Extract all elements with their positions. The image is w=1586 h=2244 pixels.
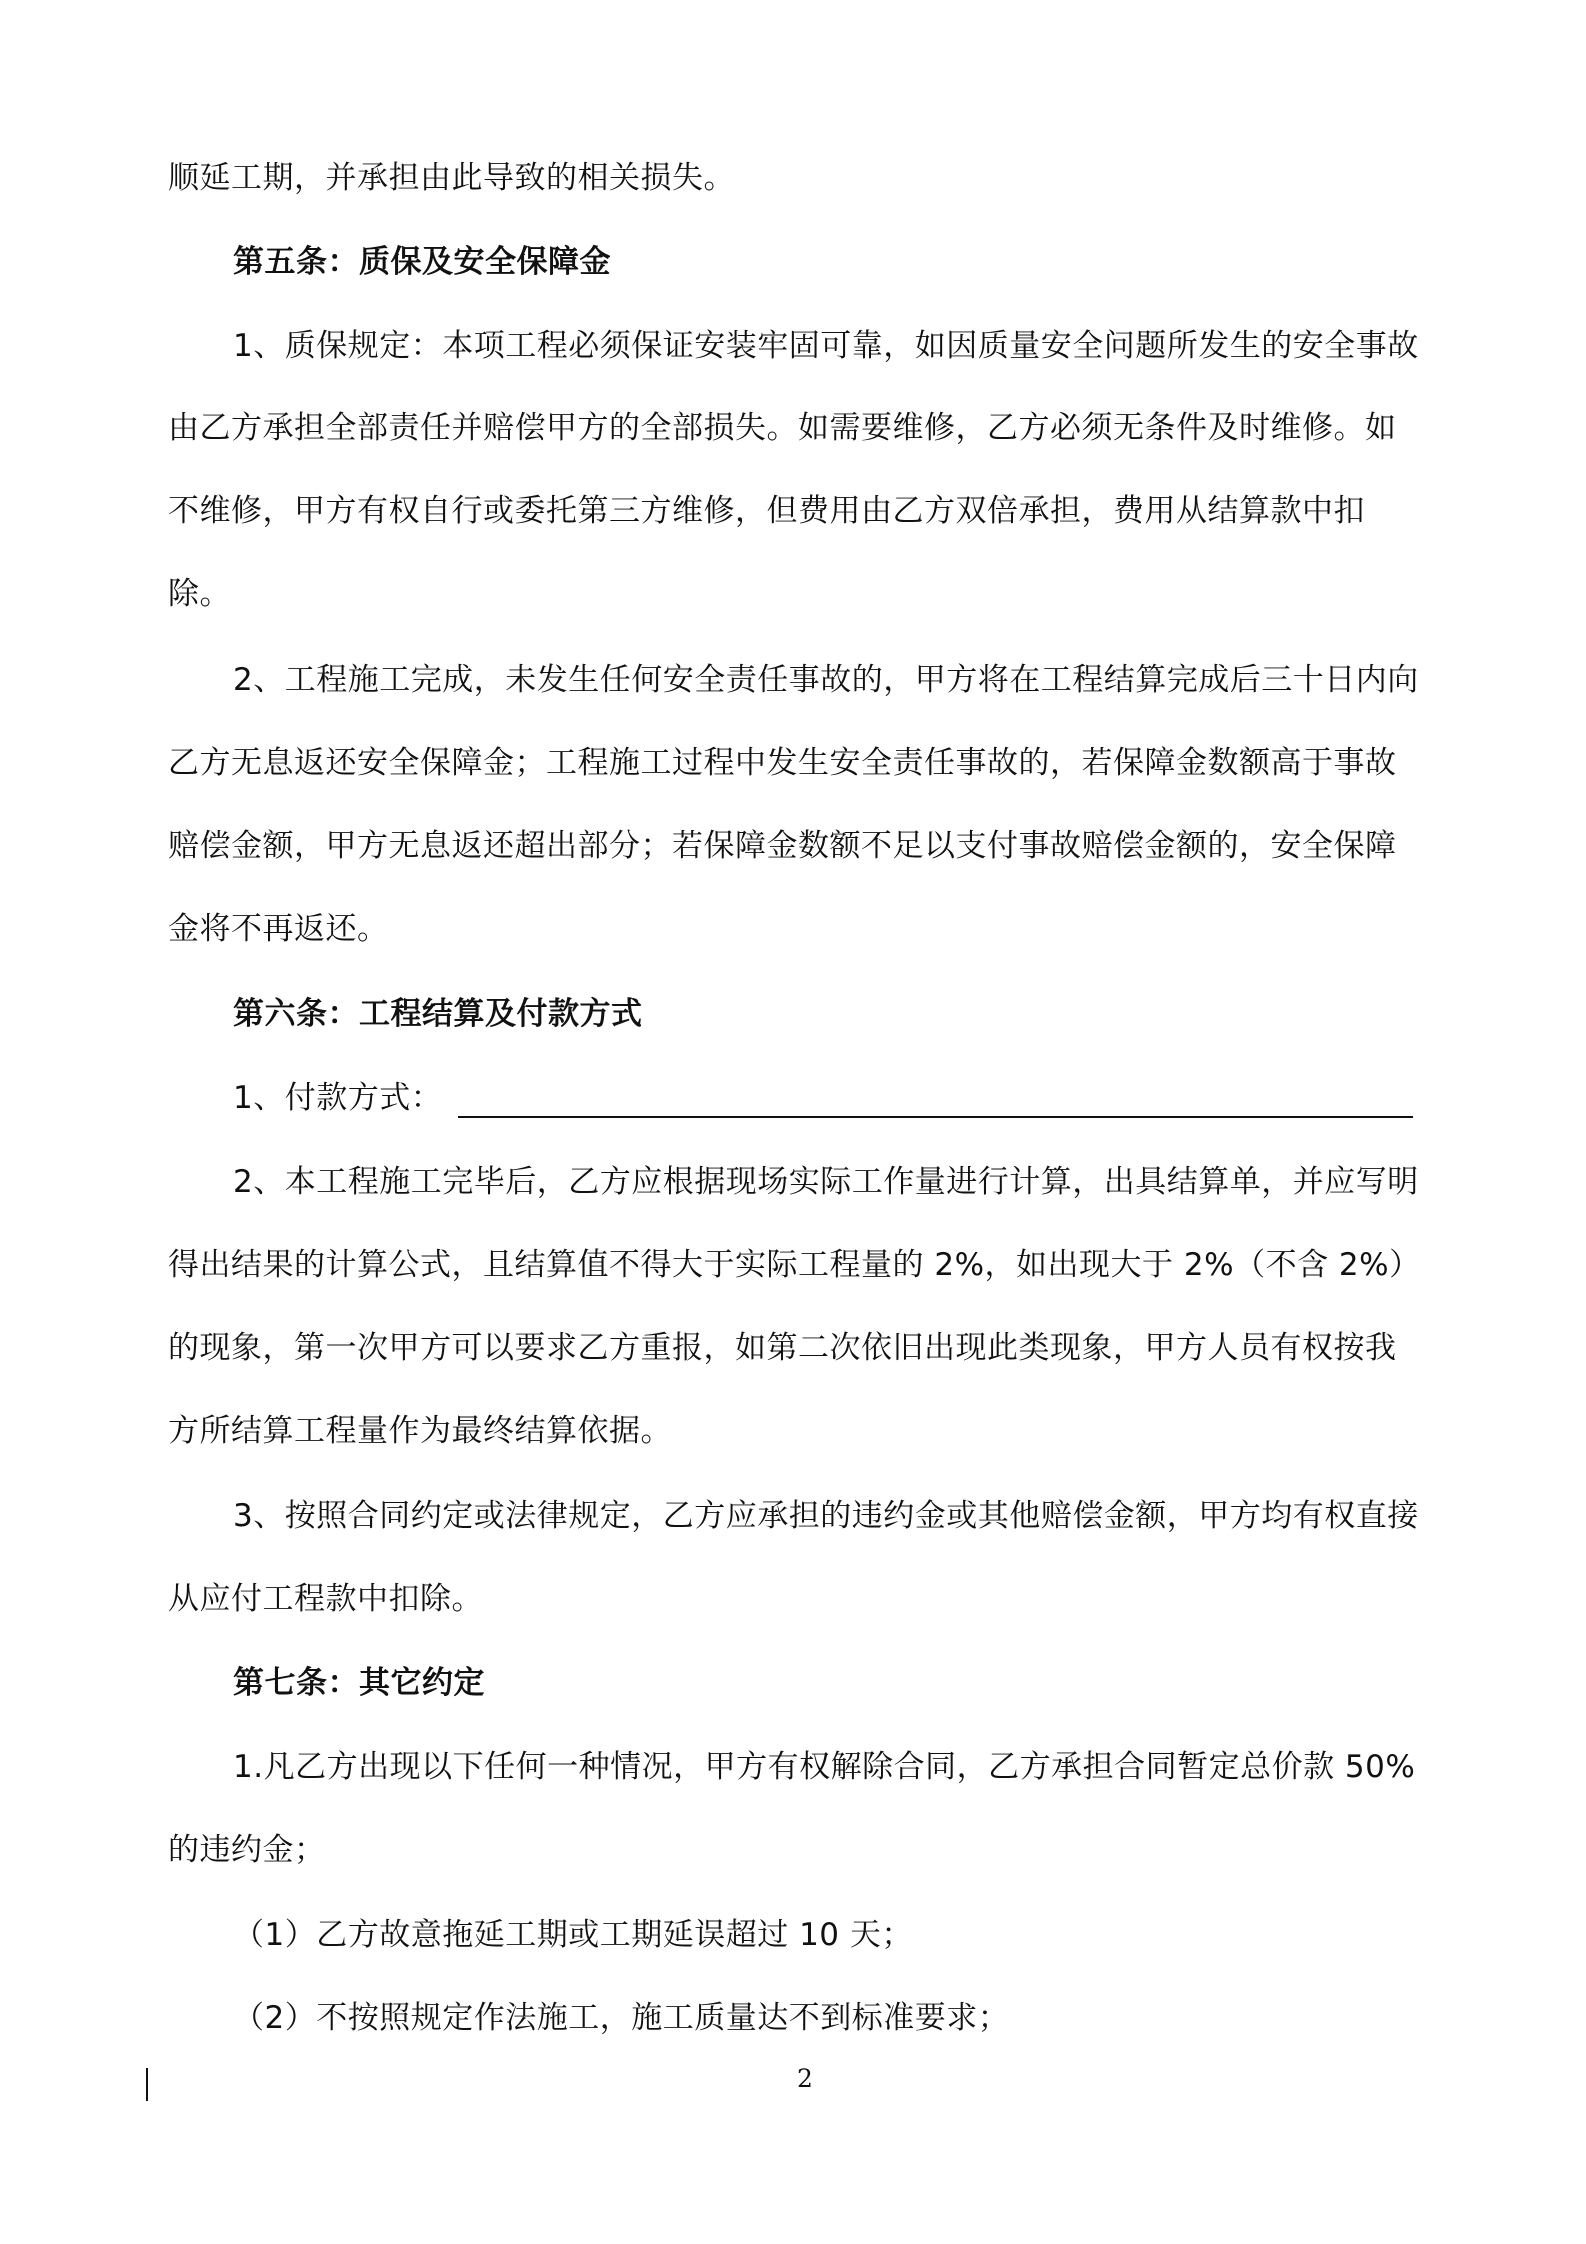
text-line: 金将不再返还。 <box>168 911 389 947</box>
text-line: 3、按照合同约定或法律规定，乙方应承担的违约金或其他赔偿金额，甲方均有权直接 <box>233 1498 1419 1534</box>
text-line: （1）乙方故意拖延工期或工期延误超过 10 天； <box>233 1917 913 1953</box>
section-heading-7: 第七条：其它约定 <box>233 1665 485 1701</box>
payment-method-line <box>233 1078 1413 1118</box>
text-line: 的现象，第一次甲方可以要求乙方重报，如第二次依旧出现此类现象，甲方人员有权按我 <box>168 1330 1397 1366</box>
text-line: 得出结果的计算公式，且结算值不得大于实际工程量的 2%，如出现大于 2%（不含 2%） <box>168 1247 1421 1283</box>
section-heading-5: 第五条：质保及安全保障金 <box>233 244 611 280</box>
text-line: 2、本工程施工完毕后，乙方应根据现场实际工作量进行计算，出具结算单，并应写明 <box>233 1164 1419 1200</box>
text-line: 除。 <box>168 576 231 612</box>
text-line: 1、质保规定：本项工程必须保证安装牢固可靠，如因质量安全问题所发生的安全事故 <box>233 328 1419 364</box>
text-line: 赔偿金额，甲方无息返还超出部分；若保障金数额不足以支付事故赔偿金额的，安全保障 <box>168 828 1397 864</box>
section-heading-6: 第六条：工程结算及付款方式 <box>233 996 643 1032</box>
text-line: 方所结算工程量作为最终结算依据。 <box>168 1413 672 1449</box>
text-line: 1.凡乙方出现以下任何一种情况，甲方有权解除合同，乙方承担合同暂定总价款 50% <box>233 1749 1416 1785</box>
text-line: （2）不按照规定作法施工，施工质量达不到标准要求； <box>233 2000 1010 2036</box>
text-line: 顺延工期，并承担由此导致的相关损失。 <box>168 160 735 196</box>
text-line: 不维修，甲方有权自行或委托第三方维修，但费用由乙方双倍承担，费用从结算款中扣 <box>168 493 1365 529</box>
text-line: 从应付工程款中扣除。 <box>168 1581 483 1617</box>
page-number: 2 <box>797 2064 813 2093</box>
text-line: 的违约金； <box>168 1832 326 1868</box>
text-line: 由乙方承担全部责任并赔偿甲方的全部损失。如需要维修，乙方必须无条件及时维修。如 <box>168 410 1397 446</box>
text-line: 2、工程施工完成，未发生任何安全责任事故的，甲方将在工程结算完成后三十日内向 <box>233 662 1419 698</box>
text-line: 乙方无息返还安全保障金；工程施工过程中发生安全责任事故的，若保障金数额高于事故 <box>168 745 1397 781</box>
payment-method-blank <box>458 1086 1413 1118</box>
margin-mark <box>146 2068 148 2101</box>
payment-method-label: 1、付款方式： <box>233 1080 443 1116</box>
